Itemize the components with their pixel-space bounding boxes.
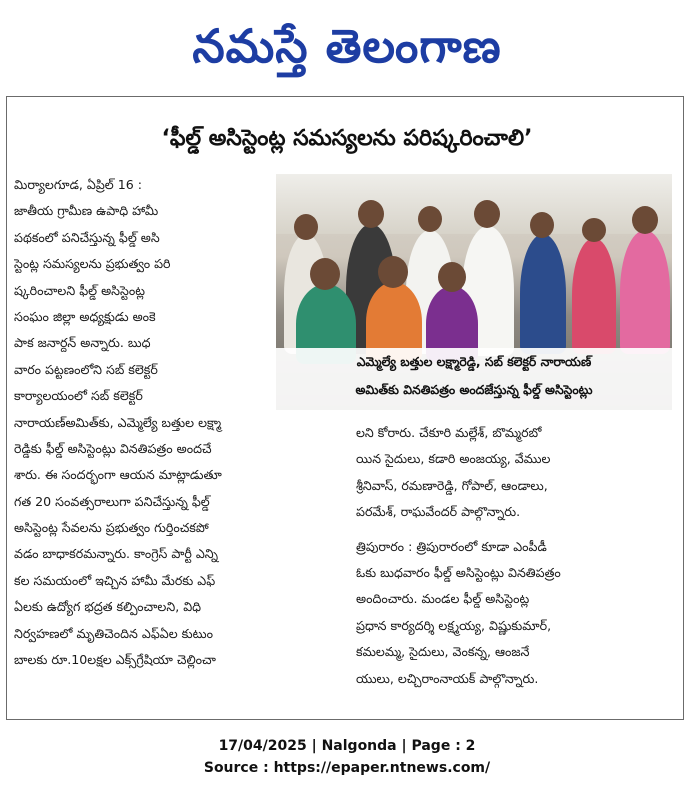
article-line: కల సమయంలో ఇచ్చిన హామీ మేరకు ఎఫ్ [14, 572, 216, 588]
photo-person-head [418, 206, 442, 232]
photo-person-head [582, 218, 606, 242]
photo-person-head [358, 200, 384, 228]
photo-caption-line-2: అమిత్‌కు వినతిపత్రం అందజేస్తున్న ఫీల్డ్ అసిస్టెంట్లు [355, 382, 593, 397]
article-line: యిన సైదులు, కడారి అంజయ్య, వేముల [356, 451, 551, 467]
article-line: స్టెంట్ల సమస్యలను ప్రభుత్వం పరి [14, 256, 171, 272]
photo-person-head [530, 212, 554, 238]
article-line: ష్కరించాలని ఫీల్డ్ అసిస్టెంట్ల [14, 282, 145, 298]
photo-person [572, 238, 616, 354]
article-line: సంఘం జిల్లా అధ్యక్షుడు అంకె [14, 308, 156, 324]
paragraph-gap [356, 526, 678, 534]
photo-person [620, 230, 670, 354]
article-line: పాక జనార్దన్ అన్నారు. బుధ [14, 335, 151, 351]
article-line: వడం బాధాకరమన్నారు. కాంగ్రెస్ పార్టీ ఎన్ని [14, 546, 218, 562]
photo-person-head [310, 258, 340, 290]
article-line: పరమేశ్, రాఘవేందర్ పాల్గొన్నారు. [356, 504, 521, 520]
footer-source: Source : https://epaper.ntnews.com/ [203, 760, 491, 776]
photo-person-head [474, 200, 500, 228]
photo-person-head [632, 206, 658, 234]
article-line: జాతీయ గ్రామీణ ఉపాధి హామీ [14, 203, 159, 219]
article-line: వారం పట్టణంలోని సబ్ కలెక్టర్ [14, 361, 158, 377]
footer-date-edition: 17/04/2025 | Nalgonda | Page : 2 [218, 738, 476, 754]
article-line: శ్రీనివాస్, రమణారెడ్డి, గోపాల్, ఆండాలు, [356, 477, 548, 493]
article-line: మిర్యాలగూడ, ఏప్రిల్ 16 : [14, 177, 143, 192]
newspaper-masthead: నమస్తే తెలంగాణ [192, 19, 502, 73]
article-line: నిర్వహణలో మృతిచెందిన ఎఫ్‌ఏల కుటుం [14, 625, 214, 641]
article-line: యులు, లచ్చిరాంనాయక్ పాల్గొన్నారు. [356, 670, 539, 686]
article-line: కమలమ్మ, సైదులు, వెంకన్న, ఆంజనే [356, 644, 530, 660]
article-line: రెడ్డికు ఫీల్డ్ అసిస్టెంట్లు వినతిపత్రం అందచే [14, 440, 212, 456]
article-line: త్రిపురారం : త్రిపురారంలో కూడా ఎంపీడీ [356, 538, 547, 554]
article-line: శారు. ఈ సందర్భంగా ఆయన మాట్లాడుతూ [14, 467, 222, 483]
article-line: ఏలకు ఉద్యోగ భద్రత కల్పించాలని, విధి [14, 599, 202, 615]
article-line: నారాయణ్‌అమిత్‌కు, ఎమ్మెల్యే బత్తుల లక్ష్మా [14, 414, 222, 430]
article-line: కార్యాలయంలో సబ్ కలెక్టర్ [14, 388, 143, 404]
article-line: పథకంలో పనిచేస్తున్న ఫీల్డ్ అసి [14, 229, 160, 245]
article-line: బాలకు రూ.10లక్షల ఎక్స్‌గ్రేషియా చెల్లించా [14, 652, 216, 668]
article-line: ఓకు బుధవారం ఫీల్డ్ అసిస్టెంట్లు వినతిపత్రం [356, 564, 561, 580]
photo-person [520, 234, 566, 354]
photo-building-background [276, 174, 672, 234]
article-line: గత 20 సంవత్సరాలుగా పనిచేస్తున్న ఫీల్డ్ [14, 493, 210, 509]
photo-caption [276, 348, 672, 410]
article-headline: ‘ఫీల్డ్ అసిస్టెంట్ల సమస్యలను పరిష్కరించాలి’ [161, 126, 533, 151]
article-line: లని కోరారు. చేకూరి మల్లేశ్, బొమ్మరబో [356, 425, 542, 440]
photo-person-head [294, 214, 318, 240]
article-right-column [356, 420, 678, 692]
article-line: ప్రధాన కార్యదర్శి లక్ష్మయ్య, విష్ణుకుమార్, [356, 617, 552, 633]
article-line: అందించారు. మండల ఫీల్డ్ అసిస్టెంట్ల [356, 591, 530, 607]
article-line: అసిస్టెంట్ల సేవలను ప్రభుత్వం గుర్తించకపో [14, 520, 209, 536]
photo-person-head [378, 256, 408, 288]
photo-person-head [438, 262, 466, 292]
photo-caption-line-1: ఎమ్మెల్యే బత్తుల లక్ష్మారెడ్డి, సబ్ కలెక్టర్ నారాయణ్ [356, 354, 592, 369]
